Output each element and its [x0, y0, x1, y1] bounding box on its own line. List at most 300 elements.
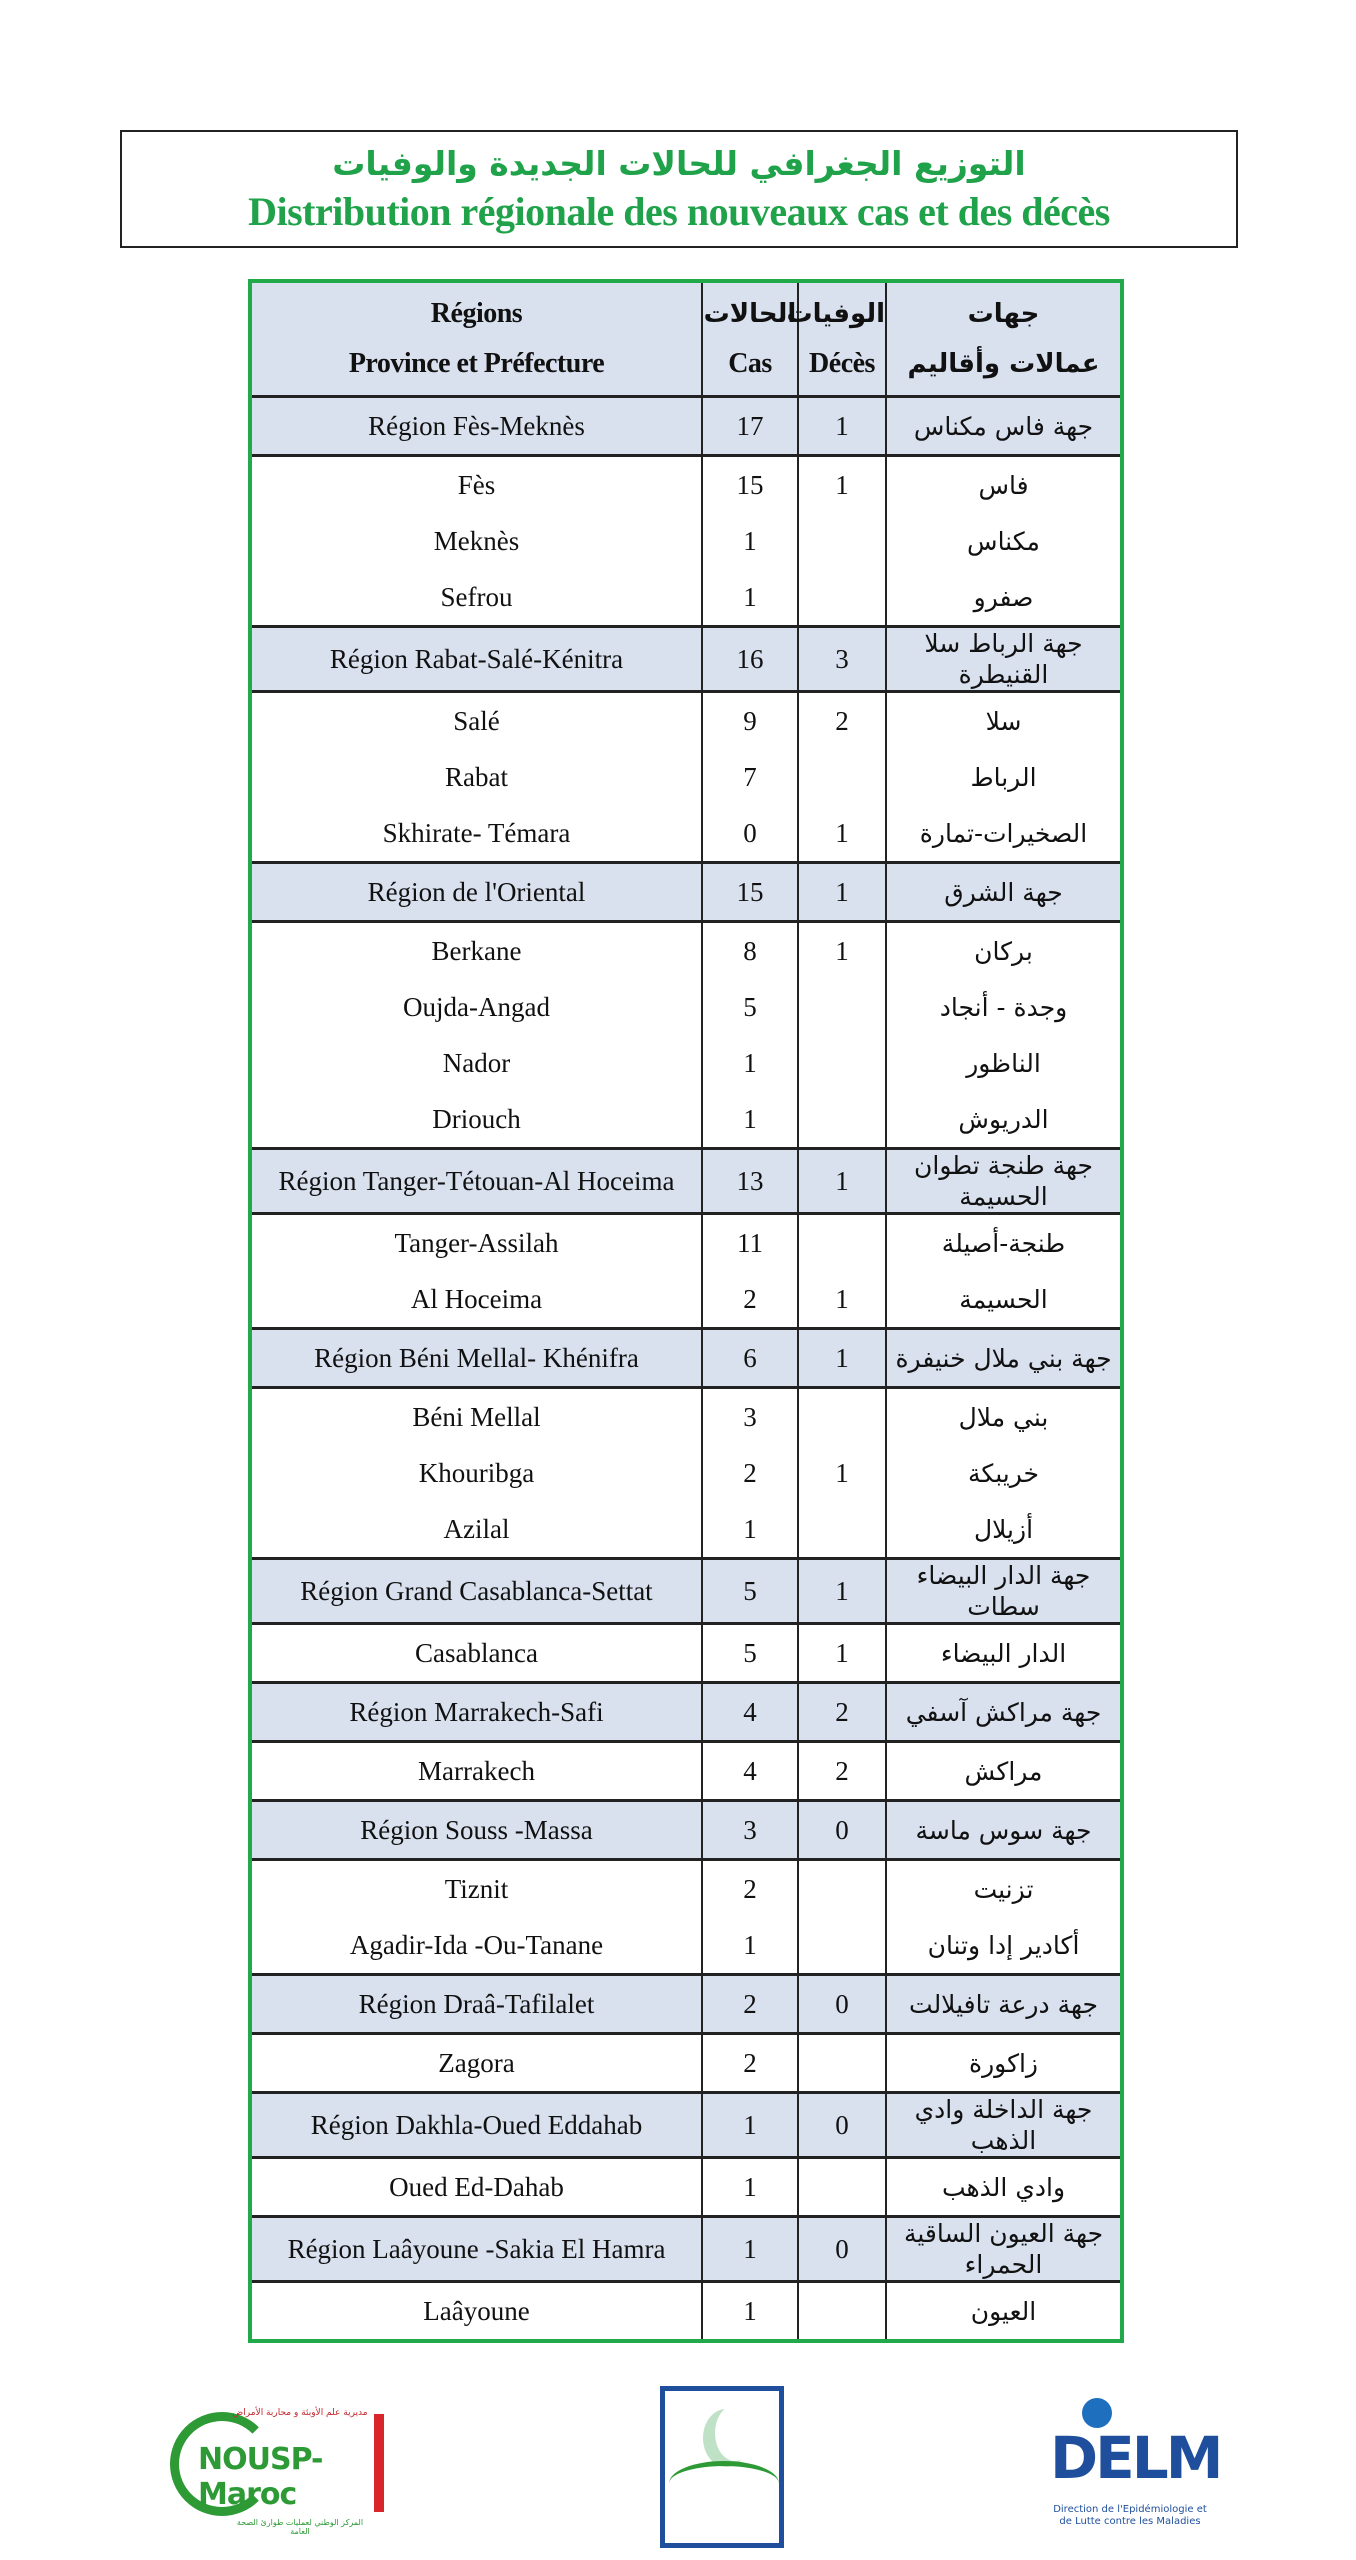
- region-name-fr-text: Région Draâ-Tafilalet: [358, 1988, 595, 2019]
- province-row: [252, 1271, 1120, 1329]
- province-row: [252, 513, 1120, 569]
- region-name-fr: [252, 627, 702, 692]
- province-name-ar: [886, 1214, 1120, 1272]
- province-deces-text: 1: [835, 817, 849, 848]
- region-cas-text: 2: [743, 1988, 757, 2019]
- region-cas: [702, 863, 798, 922]
- province-cas: [702, 805, 798, 863]
- province-name-ar-text: مكناس: [967, 526, 1040, 556]
- province-cas-text: 1: [743, 2171, 757, 2202]
- province-cas-text: 1: [743, 1103, 757, 1134]
- province-cas: [702, 1388, 798, 1446]
- province-cas: [702, 1917, 798, 1975]
- region-cas-text: 13: [736, 1165, 764, 1196]
- province-name-fr: [252, 1091, 702, 1149]
- region-name-fr-text: Région Laâyoune -Sakia El Hamra: [287, 2233, 666, 2264]
- province-cas: [702, 692, 798, 750]
- region-deces-text: 2: [835, 1696, 849, 1727]
- province-name-fr: [252, 692, 702, 750]
- province-cas-text: 7: [743, 761, 757, 792]
- province-name-fr-text: Skhirate- Témara: [382, 817, 571, 848]
- province-cas-text: 5: [743, 991, 757, 1022]
- province-row: [252, 1388, 1120, 1446]
- region-name-fr: [252, 1329, 702, 1388]
- province-name-ar-text: بني ملال: [958, 1402, 1049, 1432]
- distribution-table: [252, 283, 1120, 2339]
- province-name-ar-text: الصخيرات-تمارة: [919, 818, 1088, 848]
- province-name-fr-text: Rabat: [445, 761, 508, 792]
- region-cas-text: 16: [736, 643, 764, 674]
- province-cas: [702, 1742, 798, 1801]
- province-name-ar-text: الناظور: [966, 1048, 1041, 1078]
- province-name-ar: [886, 2282, 1120, 2340]
- header-cas-fr: Cas: [728, 348, 772, 379]
- region-cas: [702, 1683, 798, 1742]
- region-name-ar-text: جهة الداخلة وادي الذهب: [914, 2095, 1093, 2155]
- province-deces-text: 1: [835, 1637, 849, 1668]
- province-cas-text: 11: [737, 1227, 763, 1258]
- region-deces: [798, 1559, 886, 1624]
- province-cas: [702, 1271, 798, 1329]
- province-row: [252, 456, 1120, 514]
- province-name-ar: [886, 922, 1120, 980]
- province-name-fr-text: Meknès: [433, 525, 520, 556]
- province-name-ar: [886, 1445, 1120, 1501]
- region-name-fr: [252, 2093, 702, 2158]
- province-name-fr: [252, 1501, 702, 1559]
- province-name-fr: [252, 1860, 702, 1918]
- province-name-fr-text: Nador: [442, 1047, 511, 1078]
- region-name-ar-text: جهة سوس ماسة: [915, 1815, 1092, 1845]
- province-cas: [702, 749, 798, 805]
- region-name-fr: [252, 863, 702, 922]
- title-french: Distribution régionale des nouveaux cas et des décès: [248, 189, 1110, 234]
- province-name-ar: [886, 1501, 1120, 1559]
- province-name-ar: [886, 805, 1120, 863]
- delm-logo-text: DELM: [1050, 2424, 1221, 2492]
- region-deces-text: 0: [835, 2109, 849, 2140]
- footer-logos: [0, 2370, 1356, 2550]
- province-deces: [798, 922, 886, 980]
- region-name-ar-text: جهة الشرق: [944, 877, 1063, 907]
- province-row: [252, 1742, 1120, 1801]
- province-deces: [798, 569, 886, 627]
- region-name-ar: [886, 397, 1120, 456]
- region-cas: [702, 627, 798, 692]
- nousp-red-bar: [374, 2414, 384, 2512]
- region-name-ar: [886, 1149, 1120, 1214]
- province-cas: [702, 456, 798, 514]
- province-deces: [798, 1388, 886, 1446]
- province-name-ar-text: الدار البيضاء: [940, 1638, 1067, 1668]
- province-name-ar-text: بركان: [974, 936, 1033, 966]
- province-cas-text: 1: [743, 581, 757, 612]
- province-name-fr: [252, 2034, 702, 2093]
- province-cas-text: 2: [743, 1457, 757, 1488]
- region-deces-text: 1: [835, 1342, 849, 1373]
- province-deces: [798, 2034, 886, 2093]
- province-deces-text: 1: [835, 1283, 849, 1314]
- region-row: [252, 397, 1120, 456]
- green-wave-icon: [669, 2461, 779, 2506]
- province-deces-text: 1: [835, 469, 849, 500]
- province-name-ar-text: الرباط: [970, 762, 1037, 792]
- region-name-fr: [252, 1801, 702, 1860]
- region-deces: [798, 1329, 886, 1388]
- province-name-fr: [252, 513, 702, 569]
- region-name-ar-text: جهة مراكش آسفي: [905, 1697, 1102, 1727]
- province-name-fr: [252, 1271, 702, 1329]
- province-row: [252, 922, 1120, 980]
- region-deces-text: 1: [835, 876, 849, 907]
- region-cas: [702, 2217, 798, 2282]
- province-cas: [702, 979, 798, 1035]
- province-name-fr: [252, 749, 702, 805]
- region-cas: [702, 1329, 798, 1388]
- province-cas-text: 4: [743, 1755, 757, 1786]
- province-row: [252, 569, 1120, 627]
- province-cas: [702, 1091, 798, 1149]
- province-name-ar-text: وجدة - أنجاد: [939, 992, 1068, 1022]
- province-row: [252, 2282, 1120, 2340]
- province-deces: [798, 513, 886, 569]
- region-name-ar-text: جهة طنجة تطوان الحسيمة: [914, 1151, 1093, 1211]
- province-deces: [798, 2158, 886, 2217]
- province-name-fr-text: Berkane: [431, 935, 522, 966]
- province-cas: [702, 2282, 798, 2340]
- nousp-top-text: مديرية علم الأوبئة و محاربة الأمراض: [232, 2408, 368, 2418]
- province-deces-text: 2: [835, 705, 849, 736]
- province-name-fr-text: Zagora: [438, 2047, 515, 2078]
- region-cas-text: 6: [743, 1342, 757, 1373]
- region-deces: [798, 2093, 886, 2158]
- province-row: [252, 1035, 1120, 1091]
- province-name-ar-text: خريبكة: [968, 1458, 1039, 1488]
- header-ar-line2: عمالات وأقاليم: [907, 349, 1100, 379]
- province-row: [252, 1860, 1120, 1918]
- province-deces: [798, 749, 886, 805]
- province-cas-text: 15: [736, 469, 764, 500]
- province-cas: [702, 1501, 798, 1559]
- province-cas-text: 3: [743, 1401, 757, 1432]
- province-name-fr: [252, 2282, 702, 2340]
- region-row: [252, 627, 1120, 692]
- nousp-logo: [170, 2400, 390, 2536]
- province-deces: [798, 979, 886, 1035]
- province-name-fr: [252, 979, 702, 1035]
- table-body: [252, 397, 1120, 2340]
- crescent-mask: [715, 2405, 755, 2461]
- region-row: [252, 1975, 1120, 2034]
- header-regions-line2: Province et Préfecture: [348, 348, 605, 379]
- region-name-ar: [886, 1559, 1120, 1624]
- province-name-fr: [252, 1388, 702, 1446]
- province-name-fr-text: Khouribga: [418, 1457, 535, 1488]
- province-cas-text: 0: [743, 817, 757, 848]
- province-name-fr-text: Oujda-Angad: [403, 991, 550, 1022]
- province-deces: [798, 805, 886, 863]
- province-name-ar: [886, 749, 1120, 805]
- province-deces: [798, 1035, 886, 1091]
- region-row: [252, 1559, 1120, 1624]
- region-deces: [798, 1801, 886, 1860]
- region-deces-text: 0: [835, 1814, 849, 1845]
- province-cas-text: 1: [743, 1513, 757, 1544]
- province-name-fr: [252, 1214, 702, 1272]
- province-name-ar: [886, 692, 1120, 750]
- region-name-ar-text: جهة العيون الساقية الحمراء: [903, 2219, 1104, 2279]
- province-row: [252, 1091, 1120, 1149]
- region-name-fr-text: Région Rabat-Salé-Kénitra: [329, 643, 624, 674]
- province-name-ar: [886, 2158, 1120, 2217]
- province-name-fr: [252, 456, 702, 514]
- region-deces-text: 0: [835, 1988, 849, 2019]
- region-row: [252, 863, 1120, 922]
- province-name-fr: [252, 2158, 702, 2217]
- province-deces: [798, 1624, 886, 1683]
- province-cas-text: 1: [743, 1047, 757, 1078]
- province-deces: [798, 692, 886, 750]
- province-name-ar-text: فاس: [978, 470, 1029, 500]
- region-name-ar: [886, 627, 1120, 692]
- province-cas-text: 5: [743, 1637, 757, 1668]
- delm-subtitle: Direction de l'Epidémiologie et de Lutte contre les Maladies: [1053, 2504, 1207, 2527]
- province-deces: [798, 1917, 886, 1975]
- province-name-fr-text: Oued Ed-Dahab: [389, 2171, 564, 2202]
- province-name-fr: [252, 1035, 702, 1091]
- region-name-fr-text: Région Souss -Massa: [360, 1814, 593, 1845]
- province-name-fr-text: Béni Mellal: [412, 1401, 541, 1432]
- province-name-fr-text: Driouch: [432, 1103, 521, 1134]
- province-name-ar: [886, 1091, 1120, 1149]
- province-deces: [798, 1271, 886, 1329]
- province-name-fr-text: Laâyoune: [423, 2295, 530, 2326]
- province-name-ar: [886, 569, 1120, 627]
- region-cas-text: 1: [743, 2233, 757, 2264]
- province-name-ar: [886, 1917, 1120, 1975]
- region-name-ar: [886, 1975, 1120, 2034]
- region-deces: [798, 627, 886, 692]
- region-name-ar-text: جهة الدار البيضاء سطات: [916, 1561, 1091, 1621]
- province-name-ar-text: تزنيت: [973, 1874, 1034, 1904]
- region-name-fr-text: Région Tanger-Tétouan-Al Hoceima: [278, 1165, 675, 1196]
- province-name-fr-text: Fès: [457, 469, 496, 500]
- province-name-ar-text: زاكورة: [968, 2048, 1038, 2078]
- province-name-ar-text: طنجة-أصيلة: [941, 1228, 1066, 1258]
- region-cas: [702, 1975, 798, 2034]
- province-cas-text: 2: [743, 1283, 757, 1314]
- region-name-fr-text: Région Béni Mellal- Khénifra: [314, 1342, 639, 1373]
- region-name-fr-text: Région Fès-Meknès: [368, 410, 585, 441]
- province-name-ar-text: العيون: [970, 2296, 1037, 2326]
- region-cas: [702, 1149, 798, 1214]
- region-row: [252, 1149, 1120, 1214]
- header-cas: [702, 283, 798, 397]
- province-cas-text: 1: [743, 1929, 757, 1960]
- province-cas: [702, 1860, 798, 1918]
- header-deces-fr: Décès: [809, 348, 875, 379]
- nousp-logo-text: NOUSP-Maroc: [198, 2442, 323, 2512]
- province-name-fr-text: Salé: [453, 705, 500, 736]
- region-name-ar-text: جهة درعة تافيلالت: [909, 1989, 1098, 2019]
- province-cas-text: 1: [743, 525, 757, 556]
- province-name-ar: [886, 1624, 1120, 1683]
- region-deces-text: 1: [835, 1165, 849, 1196]
- province-cas-text: 9: [743, 705, 757, 736]
- region-name-fr: [252, 1559, 702, 1624]
- province-cas-text: 8: [743, 935, 757, 966]
- region-deces-text: 0: [835, 2233, 849, 2264]
- province-row: [252, 1445, 1120, 1501]
- province-name-fr: [252, 805, 702, 863]
- province-cas: [702, 922, 798, 980]
- province-name-fr-text: Azilal: [443, 1513, 510, 1544]
- province-name-ar: [886, 1388, 1120, 1446]
- region-name-fr: [252, 1149, 702, 1214]
- province-cas: [702, 1624, 798, 1683]
- province-deces: [798, 1501, 886, 1559]
- region-row: [252, 2217, 1120, 2282]
- region-row: [252, 1329, 1120, 1388]
- province-deces-text: 1: [835, 1457, 849, 1488]
- header-regions-line1: Régions: [430, 298, 523, 329]
- province-name-ar-text: أكادير إدا وتنان: [927, 1930, 1080, 1960]
- province-name-ar-text: سلا: [985, 706, 1022, 736]
- province-cas: [702, 569, 798, 627]
- region-cas: [702, 2093, 798, 2158]
- title-arabic: التوزيع الجغرافي للحالات الجديدة والوفيات: [332, 144, 1026, 183]
- region-row: [252, 1801, 1120, 1860]
- region-cas-text: 1: [743, 2109, 757, 2140]
- province-deces: [798, 456, 886, 514]
- region-name-ar-text: جهة بني ملال خنيفرة: [895, 1343, 1112, 1373]
- region-cas-text: 17: [736, 410, 764, 441]
- region-name-ar: [886, 1801, 1120, 1860]
- province-name-fr-text: Tanger-Assilah: [394, 1227, 559, 1258]
- region-deces-text: 3: [835, 643, 849, 674]
- province-cas: [702, 2034, 798, 2093]
- region-deces: [798, 1975, 886, 2034]
- region-cas: [702, 1559, 798, 1624]
- province-deces: [798, 1742, 886, 1801]
- region-name-fr-text: Région Grand Casablanca-Settat: [300, 1575, 653, 1606]
- province-name-fr: [252, 922, 702, 980]
- province-name-fr-text: Al Hoceima: [410, 1283, 543, 1314]
- distribution-table-wrapper: [248, 279, 1124, 2343]
- region-name-ar-text: جهة فاس مكناس: [913, 411, 1094, 441]
- region-cas-text: 4: [743, 1696, 757, 1727]
- province-deces: [798, 1091, 886, 1149]
- province-row: [252, 1624, 1120, 1683]
- region-name-ar: [886, 1683, 1120, 1742]
- province-deces: [798, 1860, 886, 1918]
- province-deces-text: 2: [835, 1755, 849, 1786]
- province-name-ar: [886, 1860, 1120, 1918]
- province-row: [252, 1214, 1120, 1272]
- region-cas: [702, 1801, 798, 1860]
- region-name-ar: [886, 1329, 1120, 1388]
- province-row: [252, 1917, 1120, 1975]
- region-row: [252, 2093, 1120, 2158]
- province-cas: [702, 1214, 798, 1272]
- region-deces: [798, 1149, 886, 1214]
- region-name-ar-text: جهة الرباط سلا القنيطرة: [924, 629, 1083, 689]
- region-deces: [798, 863, 886, 922]
- province-name-fr: [252, 1445, 702, 1501]
- ministry-emblem-icon: [660, 2386, 784, 2548]
- province-row: [252, 805, 1120, 863]
- province-row: [252, 692, 1120, 750]
- region-name-fr: [252, 1975, 702, 2034]
- province-deces: [798, 1445, 886, 1501]
- province-row: [252, 2158, 1120, 2217]
- region-name-ar: [886, 2217, 1120, 2282]
- province-cas-text: 2: [743, 2047, 757, 2078]
- province-name-ar: [886, 513, 1120, 569]
- region-name-fr: [252, 1683, 702, 1742]
- province-name-fr-text: Tiznit: [444, 1873, 509, 1904]
- province-row: [252, 749, 1120, 805]
- province-cas: [702, 1445, 798, 1501]
- region-cas-text: 5: [743, 1575, 757, 1606]
- province-name-ar-text: الدريوش: [958, 1104, 1049, 1134]
- province-name-fr-text: Casablanca: [415, 1637, 538, 1668]
- table-header-row: [252, 283, 1120, 397]
- province-name-fr: [252, 1624, 702, 1683]
- region-deces: [798, 2217, 886, 2282]
- province-name-ar-text: أزيلال: [973, 1514, 1034, 1544]
- province-cas: [702, 1035, 798, 1091]
- province-deces: [798, 2282, 886, 2340]
- title-box: [120, 130, 1238, 248]
- header-deces: [786, 283, 886, 397]
- province-cas: [702, 2158, 798, 2217]
- header-arabic-regions: [886, 283, 1120, 397]
- region-name-fr: [252, 397, 702, 456]
- province-name-fr-text: Agadir-Ida -Ou-Tanane: [349, 1929, 604, 1960]
- province-name-ar: [886, 2034, 1120, 2093]
- province-deces-text: 1: [835, 935, 849, 966]
- region-deces-text: 1: [835, 1575, 849, 1606]
- delm-logo: [1050, 2398, 1221, 2548]
- province-name-ar: [886, 1271, 1120, 1329]
- header-ar-line1: جهات: [967, 299, 1040, 329]
- province-name-ar-text: وادي الذهب: [941, 2172, 1066, 2202]
- province-row: [252, 979, 1120, 1035]
- region-name-fr: [252, 2217, 702, 2282]
- region-name-ar: [886, 2093, 1120, 2158]
- province-name-fr: [252, 1742, 702, 1801]
- province-name-fr-text: Sefrou: [440, 581, 513, 612]
- province-name-ar-text: الحسيمة: [959, 1284, 1048, 1314]
- province-name-ar: [886, 1742, 1120, 1801]
- province-row: [252, 1501, 1120, 1559]
- region-cas: [702, 397, 798, 456]
- region-cas-text: 3: [743, 1814, 757, 1845]
- region-deces: [798, 397, 886, 456]
- region-name-ar: [886, 863, 1120, 922]
- province-deces: [798, 1214, 886, 1272]
- province-name-ar-text: مراكش: [964, 1756, 1043, 1786]
- region-row: [252, 1683, 1120, 1742]
- region-name-fr-text: Région Dakhla-Oued Eddahab: [310, 2109, 643, 2140]
- province-name-fr: [252, 1917, 702, 1975]
- region-name-fr-text: Région Marrakech-Safi: [349, 1696, 604, 1727]
- region-name-fr-text: Région de l'Oriental: [367, 876, 586, 907]
- province-cas-text: 2: [743, 1873, 757, 1904]
- region-cas-text: 15: [736, 876, 764, 907]
- province-name-ar-text: صفرو: [973, 582, 1034, 612]
